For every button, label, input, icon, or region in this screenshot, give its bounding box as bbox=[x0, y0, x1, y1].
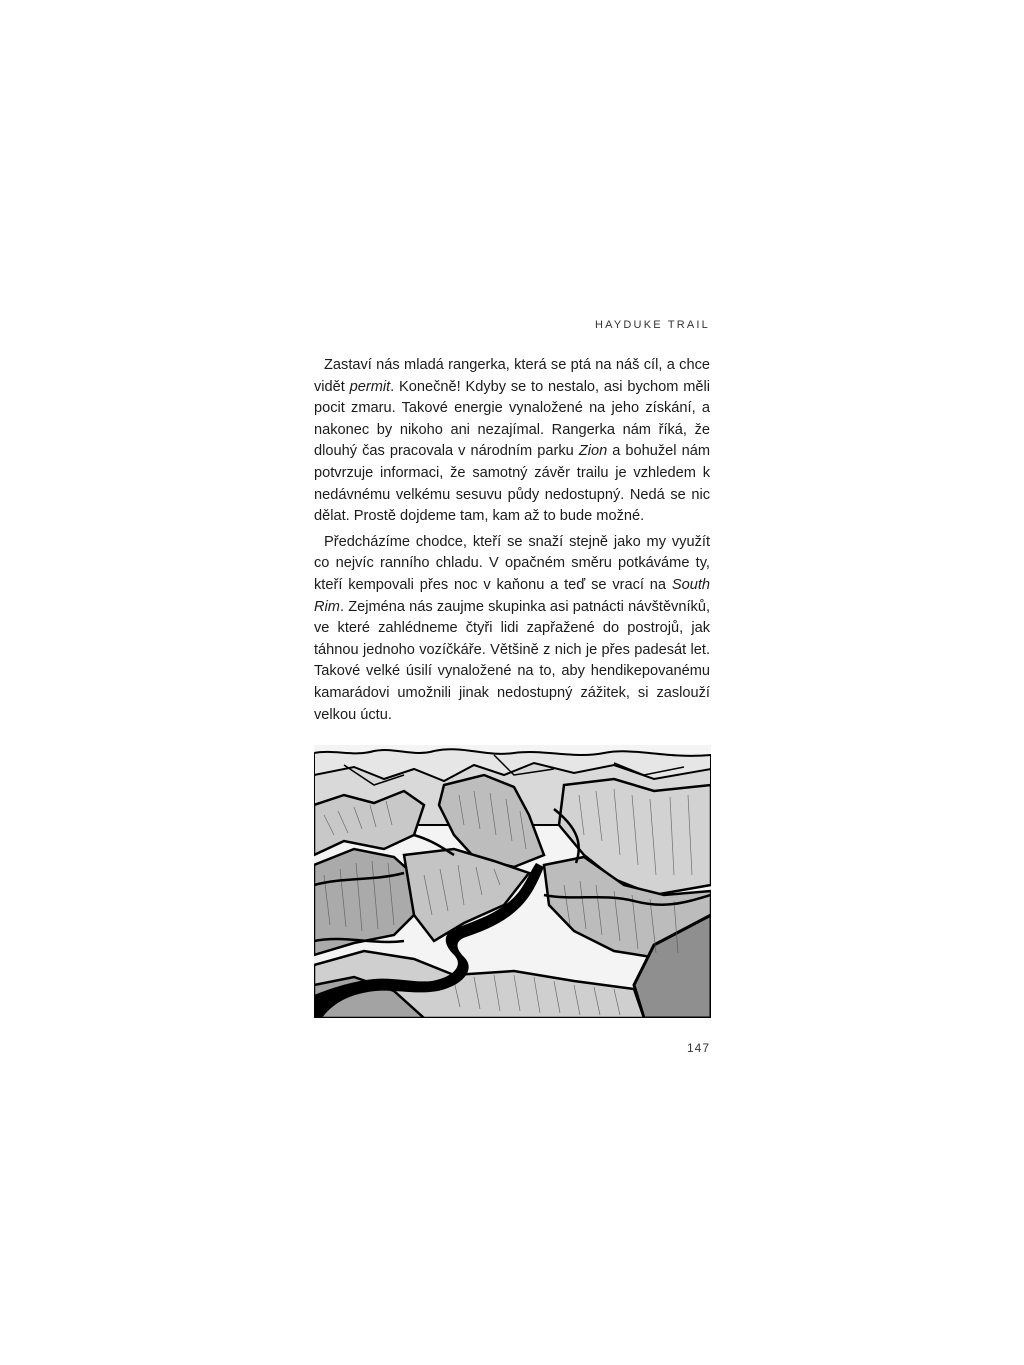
canyon-illustration bbox=[314, 745, 711, 1018]
canyon-drawing bbox=[314, 745, 711, 1018]
paragraph bbox=[314, 355, 710, 528]
body-text bbox=[314, 355, 710, 726]
italic-term: South Rim bbox=[314, 576, 710, 615]
text-run: a bohužel nám potvrzuje informaci, že samotný závěr trailu je vzhledem k nedávnému velkému sesuvu půdy nedostupný. Nedá se nic dělat. Prostě dojdeme tam, kam až to bude možné. bbox=[314, 443, 710, 525]
text-run: . Konečně! Kdyby se to nestalo, asi bychom měli pocit zmaru. Takové energie vynaložené na jeho získání, a nakonec by nikoho ani nezajímal. Rangerka nám říká, že dlouhý čas pracovala v národním parku bbox=[314, 378, 710, 460]
italic-term: permit bbox=[349, 378, 391, 395]
running-header: HAYDUKE TRAIL bbox=[595, 319, 710, 331]
text-run: . Zejména nás zaujme skupinka asi patnácti návštěvníků, ve které zahlédneme čtyři lidi zapřažené do postrojů, jak táhnou jednoho vozíčkáře. Většině z nich je přes padesát let. Takové velké úsilí vynaložené na to, aby hendikepovanému kamarádovi umožnili jinak nedostupný zážitek, si zaslouží velkou úctu. bbox=[314, 598, 710, 723]
text-run: Zastaví nás mladá rangerka, která se ptá na náš cíl, a chce vidět bbox=[314, 357, 710, 395]
text-run: Předcházíme chodce, kteří se snaží stejně jako my využít co nejvíc ranního chladu. V opačném směru potkáváme ty, kteří kempovali přes noc v kaňonu a teď se vrací na bbox=[314, 533, 710, 593]
page-number: 147 bbox=[686, 1041, 710, 1055]
italic-term: Zion bbox=[578, 443, 608, 460]
paragraph bbox=[314, 532, 710, 726]
